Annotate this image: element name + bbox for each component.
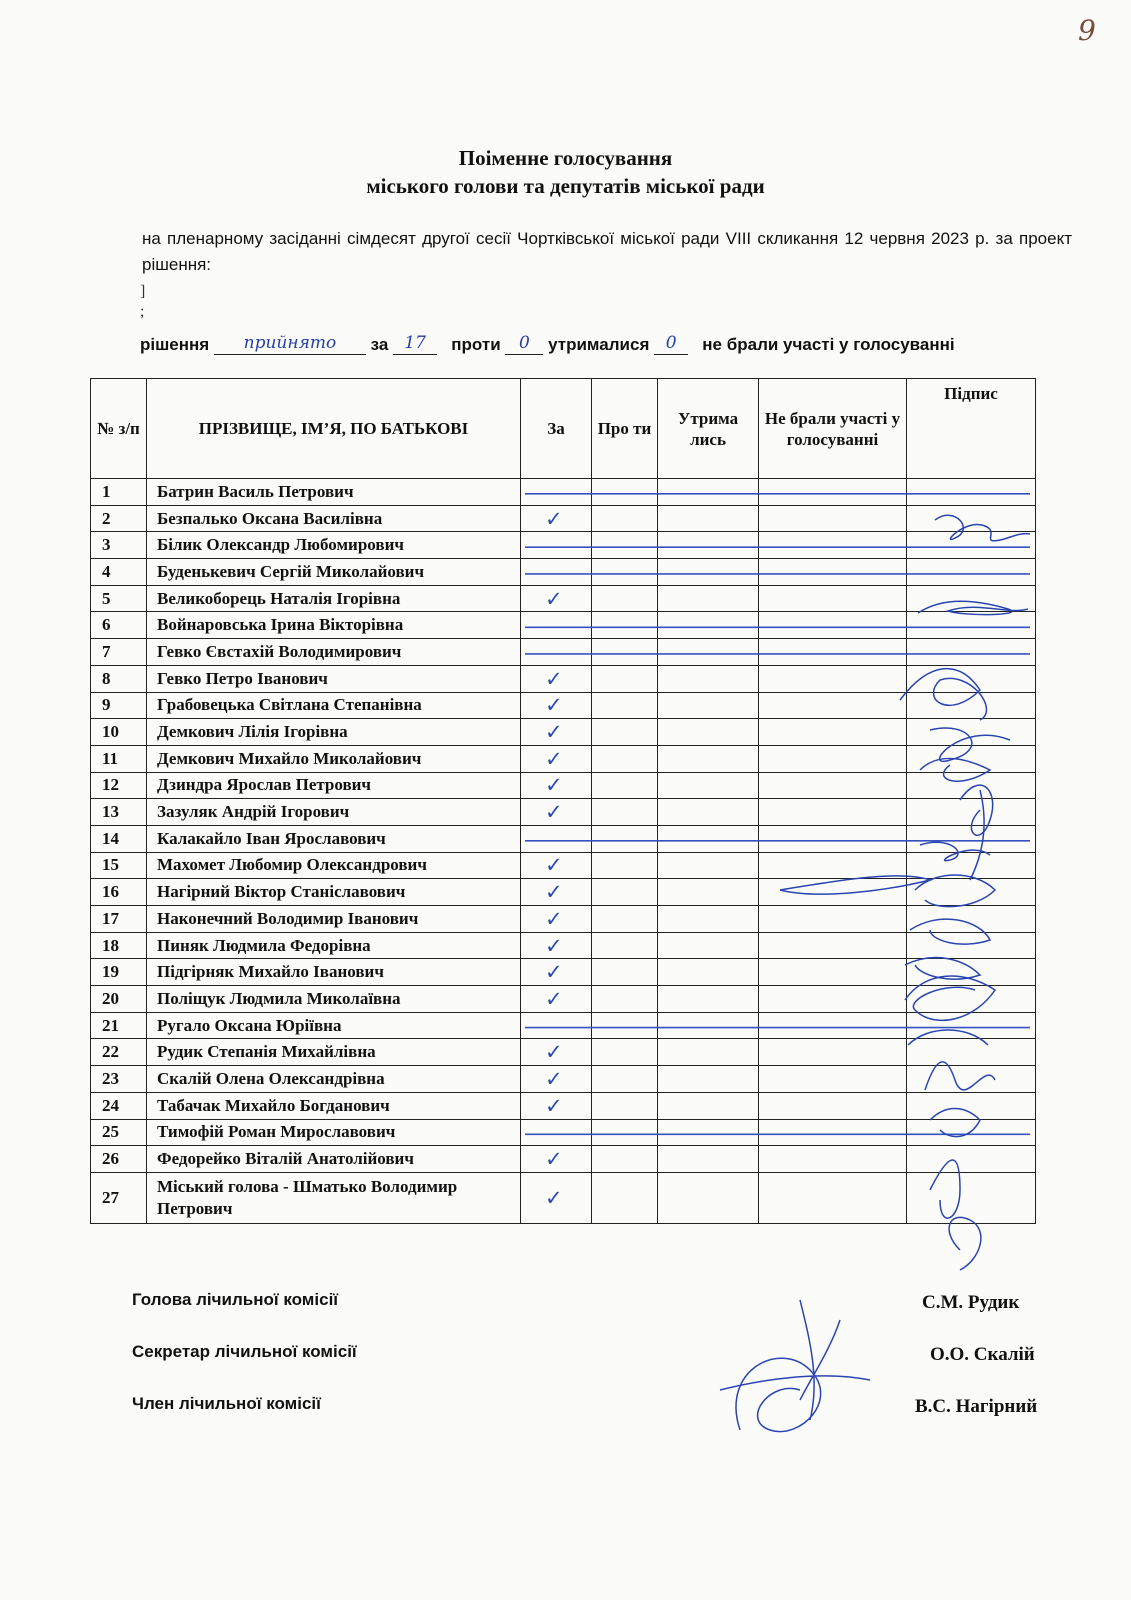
vote-abstain-cell: [658, 692, 759, 719]
vote-against-cell: [592, 1146, 658, 1173]
vote-not-voted-cell: [759, 1066, 907, 1093]
vote-for-cell: [521, 585, 592, 612]
table-row: [91, 1146, 1036, 1173]
vote-not-voted-cell: [759, 639, 907, 666]
row-number: 8: [91, 665, 147, 692]
vote-against-cell: [592, 692, 658, 719]
deputy-name: Буденькевич Сергій Миколайович: [147, 559, 521, 586]
vote-abstain-cell: [658, 1172, 759, 1223]
check-mark-icon: ✓: [545, 773, 563, 798]
deputy-name: Тимофій Роман Мирославович: [147, 1119, 521, 1146]
vote-for-cell: [521, 532, 592, 559]
vote-abstain-cell: [658, 906, 759, 933]
header-against: Про ти: [592, 379, 658, 479]
deputy-name: Ругало Оксана Юріївна: [147, 1012, 521, 1039]
table-row: [91, 772, 1036, 799]
not-voted-label: не брали участі у голосуванні: [702, 335, 955, 354]
signature-cell: [907, 639, 1036, 666]
signature-cell: [907, 479, 1036, 506]
vote-not-voted-cell: [759, 772, 907, 799]
row-number: 4: [91, 559, 147, 586]
row-number: 2: [91, 505, 147, 532]
vote-for-cell: [521, 1146, 592, 1173]
vote-for-cell: [521, 479, 592, 506]
vote-not-voted-cell: [759, 932, 907, 959]
deputy-name: Табачак Михайло Богданович: [147, 1092, 521, 1119]
row-number: 20: [91, 986, 147, 1013]
vote-for-cell: [521, 559, 592, 586]
secretary-label: Секретар лічильної комісії: [132, 1342, 357, 1361]
deputy-name: Демкович Михайло Миколайович: [147, 745, 521, 772]
check-mark-icon: ✓: [545, 906, 563, 931]
vote-against-cell: [592, 986, 658, 1013]
check-mark-icon: ✓: [545, 853, 563, 878]
vote-against-cell: [592, 1172, 658, 1223]
signature-cell: [907, 719, 1036, 746]
vote-abstain-cell: [658, 612, 759, 639]
vote-abstain-cell: [658, 772, 759, 799]
signature-cell: [907, 1119, 1036, 1146]
vote-not-voted-cell: [759, 479, 907, 506]
table-row: [91, 1039, 1036, 1066]
check-mark-icon: ✓: [545, 746, 563, 771]
signature-cell: [907, 665, 1036, 692]
vote-not-voted-cell: [759, 1172, 907, 1223]
signature-cell: [907, 1066, 1036, 1093]
row-number: 6: [91, 612, 147, 639]
check-mark-icon: ✓: [545, 720, 563, 745]
check-mark-icon: ✓: [545, 933, 563, 958]
deputy-name: Гевко Євстахій Володимирович: [147, 639, 521, 666]
signature-cell: [907, 906, 1036, 933]
check-mark-icon: ✓: [545, 1040, 563, 1065]
vote-abstain-cell: [658, 1146, 759, 1173]
vote-abstain-cell: [658, 959, 759, 986]
session-description: на пленарному засіданні сімдесят другої сесії Чортківської міської ради VIII скликання 12 червня 2023 р. за проект рішення:: [142, 229, 1072, 274]
row-number: 21: [91, 1012, 147, 1039]
vote-for-cell: [521, 1066, 592, 1093]
check-mark-icon: ✓: [545, 986, 563, 1011]
vote-against-cell: [592, 639, 658, 666]
vote-abstain-cell: [658, 505, 759, 532]
table-row: [91, 585, 1036, 612]
signature-cell: [907, 1172, 1036, 1223]
table-row: [91, 1012, 1036, 1039]
header-name: ПРІЗВИЩЕ, ІМ’Я, ПО БАТЬКОВІ: [147, 379, 521, 479]
header-for: За: [521, 379, 592, 479]
vote-result-line: [140, 334, 955, 355]
vote-abstain-cell: [658, 825, 759, 852]
table-row: [91, 906, 1036, 933]
vote-not-voted-cell: [759, 1146, 907, 1173]
vote-not-voted-cell: [759, 879, 907, 906]
check-mark-icon: ✓: [545, 1066, 563, 1091]
vote-for-cell: [521, 799, 592, 826]
vote-abstain-cell: [658, 1066, 759, 1093]
vote-abstain-cell: [658, 745, 759, 772]
vote-abstain-cell: [658, 665, 759, 692]
vote-not-voted-cell: [759, 906, 907, 933]
residual-mark: ]: [140, 283, 146, 300]
vote-for-cell: [521, 1039, 592, 1066]
vote-abstain-cell: [658, 852, 759, 879]
vote-against-cell: [592, 479, 658, 506]
deputy-name: Білик Олександр Любомирович: [147, 532, 521, 559]
check-mark-icon: ✓: [545, 1185, 563, 1210]
deputy-name: Батрин Василь Петрович: [147, 479, 521, 506]
header-not-voted: Не брали участі у голосуванні: [759, 379, 907, 479]
vote-not-voted-cell: [759, 692, 907, 719]
deputy-name: Безпалько Оксана Василівна: [147, 505, 521, 532]
signature-cell: [907, 825, 1036, 852]
row-number: 17: [91, 906, 147, 933]
roll-call-table: [90, 378, 1036, 1224]
vote-abstain-cell: [658, 639, 759, 666]
table-row: [91, 1066, 1036, 1093]
row-number: 13: [91, 799, 147, 826]
check-mark-icon: ✓: [545, 880, 563, 905]
signature-cell: [907, 1092, 1036, 1119]
vote-for-cell: [521, 879, 592, 906]
row-number: 27: [91, 1172, 147, 1223]
vote-abstain-cell: [658, 1092, 759, 1119]
abstained-count: 0: [654, 334, 688, 355]
vote-for-cell: [521, 1092, 592, 1119]
vote-for-cell: [521, 1172, 592, 1223]
table-row: [91, 932, 1036, 959]
row-number: 23: [91, 1066, 147, 1093]
table-row: [91, 639, 1036, 666]
vote-against-cell: [592, 959, 658, 986]
check-mark-icon: ✓: [545, 960, 563, 985]
table-row: [91, 959, 1036, 986]
deputy-name: Міський голова - Шматько Володимир Петрович: [147, 1172, 521, 1223]
vote-not-voted-cell: [759, 665, 907, 692]
vote-not-voted-cell: [759, 1119, 907, 1146]
signature-cell: [907, 799, 1036, 826]
table-row: [91, 879, 1036, 906]
deputy-name: Грабовецька Світлана Степанівна: [147, 692, 521, 719]
table-row: [91, 745, 1036, 772]
table-row: [91, 692, 1036, 719]
vote-for-cell: [521, 852, 592, 879]
vote-against-cell: [592, 852, 658, 879]
check-mark-icon: ✓: [545, 693, 563, 718]
row-number: 12: [91, 772, 147, 799]
vote-for-cell: [521, 1012, 592, 1039]
for-count: 17: [393, 334, 437, 355]
row-number: 16: [91, 879, 147, 906]
vote-against-cell: [592, 745, 658, 772]
member-label: Член лічильної комісії: [132, 1394, 321, 1413]
deputy-name: Наконечний Володимир Іванович: [147, 906, 521, 933]
vote-against-cell: [592, 1012, 658, 1039]
vote-against-cell: [592, 879, 658, 906]
row-number: 15: [91, 852, 147, 879]
row-number: 19: [91, 959, 147, 986]
vote-for-cell: [521, 1119, 592, 1146]
chair-name: С.М. Рудик: [922, 1292, 1020, 1313]
vote-against-cell: [592, 906, 658, 933]
signature-cell: [907, 612, 1036, 639]
vote-against-cell: [592, 532, 658, 559]
for-label: за: [370, 335, 389, 354]
vote-abstain-cell: [658, 585, 759, 612]
deputy-name: Підгірняк Михайло Іванович: [147, 959, 521, 986]
row-number: 9: [91, 692, 147, 719]
residual-marks: [140, 282, 145, 322]
vote-abstain-cell: [658, 986, 759, 1013]
vote-for-cell: [521, 505, 592, 532]
table-row: [91, 559, 1036, 586]
vote-against-cell: [592, 825, 658, 852]
vote-not-voted-cell: [759, 1092, 907, 1119]
decision-value: прийнято: [214, 334, 366, 355]
vote-against-cell: [592, 772, 658, 799]
vote-against-cell: [592, 1039, 658, 1066]
table-row: [91, 479, 1036, 506]
deputy-name: Пиняк Людмила Федорівна: [147, 932, 521, 959]
vote-abstain-cell: [658, 532, 759, 559]
table-row: [91, 852, 1036, 879]
abstained-label: утрималися: [548, 335, 650, 354]
deputy-name: Калакайло Іван Ярославович: [147, 825, 521, 852]
check-mark-icon: ✓: [545, 1093, 563, 1118]
deputy-name: Поліщук Людмила Миколаївна: [147, 986, 521, 1013]
signature-cell: [907, 1146, 1036, 1173]
deputy-name: Войнаровська Ірина Вікторівна: [147, 612, 521, 639]
against-label: проти: [451, 335, 501, 354]
row-number: 7: [91, 639, 147, 666]
check-mark-icon: ✓: [545, 506, 563, 531]
vote-not-voted-cell: [759, 612, 907, 639]
row-number: 18: [91, 932, 147, 959]
vote-against-cell: [592, 932, 658, 959]
vote-abstain-cell: [658, 1119, 759, 1146]
vote-for-cell: [521, 825, 592, 852]
header-signature: Підпис: [907, 379, 1036, 479]
deputy-name: Демкович Лілія Ігорівна: [147, 719, 521, 746]
vote-for-cell: [521, 639, 592, 666]
vote-against-cell: [592, 719, 658, 746]
vote-abstain-cell: [658, 479, 759, 506]
vote-for-cell: [521, 772, 592, 799]
vote-for-cell: [521, 665, 592, 692]
document-subtitle: міського голови та депутатів міської ради: [366, 174, 765, 198]
vote-not-voted-cell: [759, 799, 907, 826]
vote-abstain-cell: [658, 1039, 759, 1066]
header-abstained: Утрима лись: [658, 379, 759, 479]
vote-for-cell: [521, 906, 592, 933]
table-row: [91, 719, 1036, 746]
vote-abstain-cell: [658, 799, 759, 826]
row-number: 1: [91, 479, 147, 506]
table-row: [91, 612, 1036, 639]
against-count: 0: [505, 334, 543, 355]
vote-not-voted-cell: [759, 719, 907, 746]
secretary-name: О.О. Скалій: [930, 1344, 1035, 1365]
signature-cell: [907, 505, 1036, 532]
vote-not-voted-cell: [759, 852, 907, 879]
vote-for-cell: [521, 612, 592, 639]
table-header-row: [91, 379, 1036, 479]
vote-not-voted-cell: [759, 585, 907, 612]
page-number: 9: [1078, 14, 1096, 47]
row-number: 24: [91, 1092, 147, 1119]
vote-not-voted-cell: [759, 559, 907, 586]
table-row: [91, 1119, 1036, 1146]
vote-not-voted-cell: [759, 505, 907, 532]
vote-not-voted-cell: [759, 532, 907, 559]
signature-cell: [907, 1012, 1036, 1039]
table-row: [91, 825, 1036, 852]
vote-not-voted-cell: [759, 1012, 907, 1039]
signature-cell: [907, 692, 1036, 719]
vote-against-cell: [592, 1119, 658, 1146]
vote-against-cell: [592, 799, 658, 826]
vote-abstain-cell: [658, 932, 759, 959]
row-number: 22: [91, 1039, 147, 1066]
table-row: [91, 1172, 1036, 1223]
table-row: [91, 532, 1036, 559]
signature-cell: [907, 852, 1036, 879]
vote-not-voted-cell: [759, 959, 907, 986]
vote-against-cell: [592, 559, 658, 586]
vote-against-cell: [592, 665, 658, 692]
row-number: 10: [91, 719, 147, 746]
vote-for-cell: [521, 692, 592, 719]
vote-for-cell: [521, 959, 592, 986]
vote-for-cell: [521, 719, 592, 746]
row-number: 3: [91, 532, 147, 559]
table-row: [91, 986, 1036, 1013]
vote-against-cell: [592, 505, 658, 532]
vote-abstain-cell: [658, 559, 759, 586]
table-row: [91, 1092, 1036, 1119]
vote-not-voted-cell: [759, 1039, 907, 1066]
signature-cell: [907, 986, 1036, 1013]
vote-not-voted-cell: [759, 745, 907, 772]
signature-cell: [907, 745, 1036, 772]
deputy-name: Нагірний Віктор Станіславович: [147, 879, 521, 906]
signature-cell: [907, 932, 1036, 959]
signature-cell: [907, 879, 1036, 906]
vote-for-cell: [521, 932, 592, 959]
row-number: 11: [91, 745, 147, 772]
vote-for-cell: [521, 745, 592, 772]
row-number: 26: [91, 1146, 147, 1173]
row-number: 14: [91, 825, 147, 852]
table-row: [91, 665, 1036, 692]
vote-abstain-cell: [658, 1012, 759, 1039]
vote-against-cell: [592, 1092, 658, 1119]
check-mark-icon: ✓: [545, 1147, 563, 1172]
residual-mark: ;: [140, 303, 145, 320]
check-mark-icon: ✓: [545, 586, 563, 611]
check-mark-icon: ✓: [545, 800, 563, 825]
member-name: В.С. Нагірний: [915, 1396, 1038, 1417]
document-title: Поіменне голосування: [458, 146, 673, 170]
signature-cell: [907, 585, 1036, 612]
signature-cell: [907, 1039, 1036, 1066]
vote-not-voted-cell: [759, 825, 907, 852]
deputy-name: Скалій Олена Олександрівна: [147, 1066, 521, 1093]
check-mark-icon: ✓: [545, 666, 563, 691]
row-number: 5: [91, 585, 147, 612]
deputy-name: Рудик Степанія Михайлівна: [147, 1039, 521, 1066]
table-row: [91, 505, 1036, 532]
table-row: [91, 799, 1036, 826]
decision-label: рішення: [140, 335, 210, 354]
signature-cell: [907, 959, 1036, 986]
vote-abstain-cell: [658, 719, 759, 746]
vote-for-cell: [521, 986, 592, 1013]
signature-cell: [907, 772, 1036, 799]
row-number: 25: [91, 1119, 147, 1146]
vote-abstain-cell: [658, 879, 759, 906]
vote-not-voted-cell: [759, 986, 907, 1013]
chair-label: Голова лічильної комісії: [132, 1290, 339, 1309]
signature-cell: [907, 532, 1036, 559]
deputy-name: Гевко Петро Іванович: [147, 665, 521, 692]
deputy-name: Великоборець Наталія Ігорівна: [147, 585, 521, 612]
signature-cell: [907, 559, 1036, 586]
vote-against-cell: [592, 612, 658, 639]
deputy-name: Махомет Любомир Олександрович: [147, 852, 521, 879]
vote-against-cell: [592, 1066, 658, 1093]
vote-against-cell: [592, 585, 658, 612]
deputy-name: Зазуляк Андрій Ігорович: [147, 799, 521, 826]
header-number: № з/п: [91, 379, 147, 479]
deputy-name: Дзиндра Ярослав Петрович: [147, 772, 521, 799]
deputy-name: Федорейко Віталій Анатолійович: [147, 1146, 521, 1173]
